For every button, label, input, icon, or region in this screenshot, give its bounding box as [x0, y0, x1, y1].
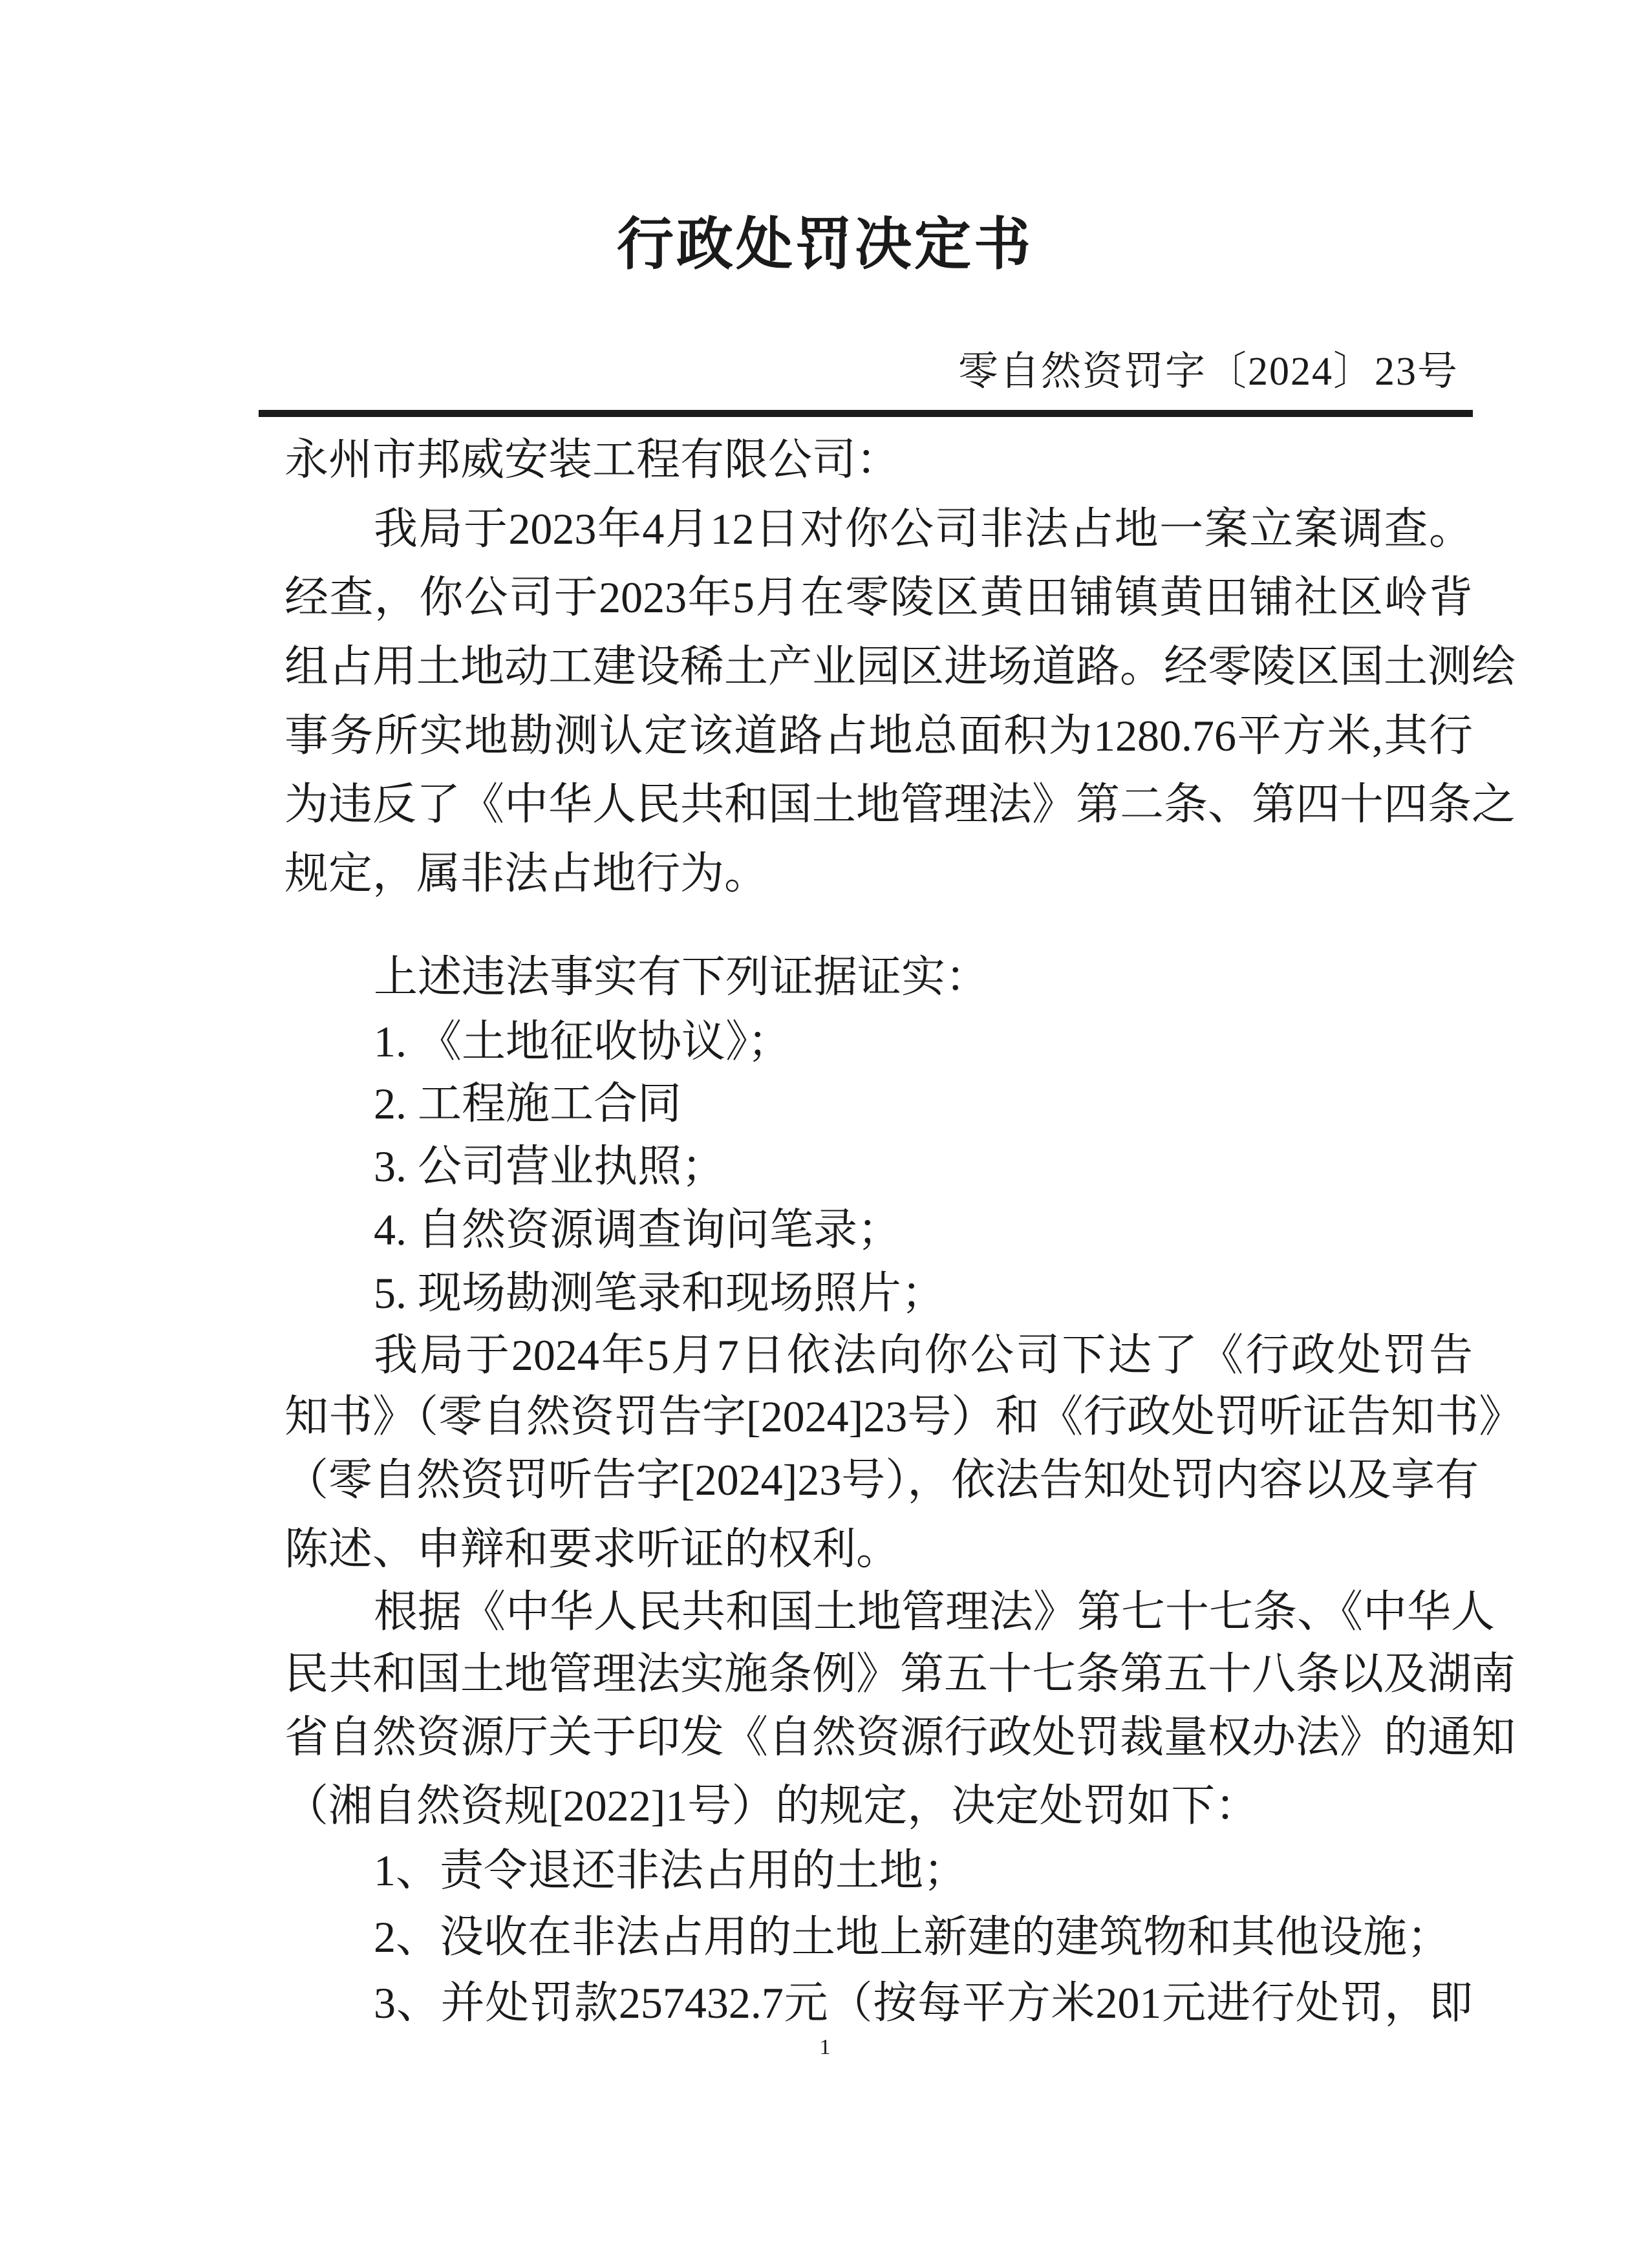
- body-line: （湘自然资规[2022]1号）的规定，决定处罚如下：: [284, 1781, 1259, 1830]
- penalty-item: 3、并处罚款257432.7元（按每平方米201元进行处罚，即: [374, 1978, 1473, 2027]
- body-line: 省自然资源厅关于印发《自然资源行政处罚裁量权办法》的通知: [284, 1713, 1516, 1762]
- document-title: 行政处罚决定书: [616, 214, 1033, 277]
- body-line: 陈述、申辩和要求听证的权利。: [284, 1524, 901, 1574]
- body-line: 事务所实地勘测认定该道路占地总面积为1280.76平方米,其行: [284, 711, 1473, 760]
- evidence-item: 2. 工程施工合同: [374, 1079, 682, 1128]
- body-line: 规定，属非法占地行为。: [284, 849, 769, 898]
- body-line: 民共和国土地管理法实施条例》第五十七条第五十八条以及湖南: [284, 1649, 1516, 1698]
- document-number: 零自然资罚字〔2024〕23号: [958, 350, 1459, 394]
- body-line: 我局于2024年5月7日依法向你公司下达了《行政处罚告: [374, 1331, 1473, 1380]
- evidence-item: 3. 公司营业执照；: [374, 1142, 726, 1191]
- body-line: 为违反了《中华人民共和国土地管理法》第二条、第四十四条之: [284, 780, 1516, 829]
- evidence-item: 1. 《土地征收协议》；: [374, 1017, 792, 1066]
- body-line: 知书》（零自然资罚告字[2024]23号）和《行政处罚听证告知书》: [284, 1392, 1523, 1441]
- body-line: 根据《中华人民共和国土地管理法》第七十七条、《中华人: [374, 1587, 1495, 1636]
- penalty-item: 2、没收在非法占用的土地上新建的建筑物和其他设施；: [374, 1912, 1452, 1962]
- body-line: 我局于2023年4月12日对你公司非法占地一案立案调查。: [374, 504, 1473, 553]
- evidence-item: 5. 现场勘测笔录和现场照片；: [374, 1268, 946, 1318]
- body-line: 组占用土地动工建设稀土产业园区进场道路。经零陵区国土测绘: [284, 642, 1516, 691]
- evidence-item: 4. 自然资源调查询问笔录；: [374, 1205, 902, 1254]
- evidence-heading: 上述违法事实有下列证据证实：: [374, 952, 990, 1001]
- page-number: 1: [819, 2035, 831, 2059]
- recipient: 永州市邦威安装工程有限公司：: [284, 435, 901, 484]
- body-line: （零自然资罚听告字[2024]23号），依法告知处罚内容以及享有: [284, 1455, 1479, 1504]
- header-divider: [259, 410, 1473, 417]
- body-line: 经查，你公司于2023年5月在零陵区黄田铺镇黄田铺社区岭背: [284, 573, 1473, 622]
- penalty-item: 1、责令退还非法占用的土地；: [374, 1846, 968, 1895]
